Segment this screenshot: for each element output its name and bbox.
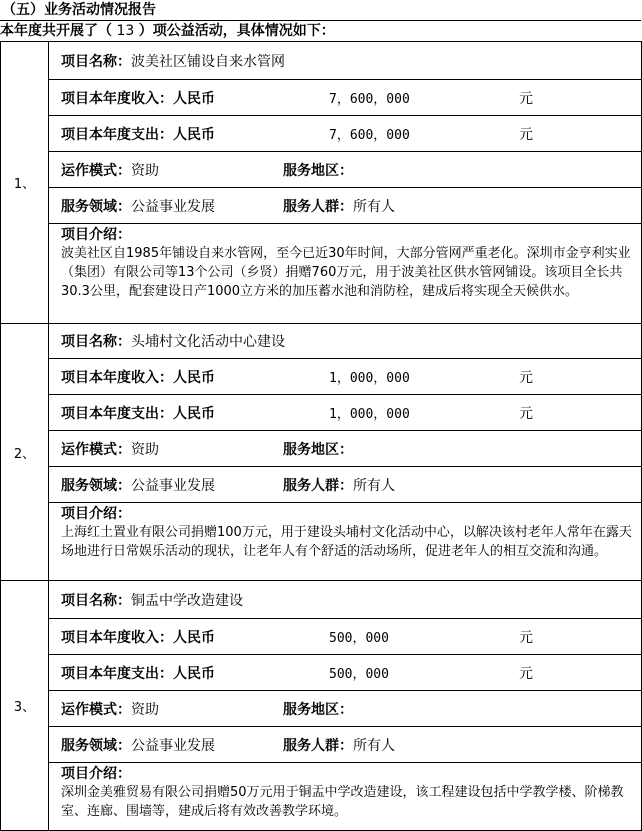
project-description: 波美社区自1985年铺设自来水管网，至今已近30年时间，大部分管网严重老化。深圳市金亨利实业（集团）有限公司等13个公司（乡贤）捐赠760万元，用于波美社区供水管网铺设。该项目全长共30.3公里，配套建设日产1000立方米的加压蓄水池和消防栓，建成后将实现全天候供水。 bbox=[61, 246, 631, 299]
desc-label: 项目介绍： bbox=[61, 766, 131, 782]
mode-value: 资助 bbox=[131, 162, 159, 179]
income-amount: 7，600，000 bbox=[329, 91, 410, 107]
income-unit: 元 bbox=[519, 629, 533, 646]
desc-label: 项目介绍： bbox=[61, 506, 131, 522]
name-label: 项目名称： bbox=[61, 592, 131, 609]
field-value: 公益事业发展 bbox=[131, 198, 215, 215]
people-value: 所有人 bbox=[353, 477, 395, 494]
project-description: 上海红土置业有限公司捐赠100万元，用于建设头埔村文化活动中心，以解决该村老年人常年在露天场地进行日常娱乐活动的现状，让老年人有个舒适的活动场所，促进老年人的相互交流和沟通。 bbox=[61, 525, 632, 559]
project-expense-row bbox=[1, 655, 642, 691]
expense-label: 项目本年度支出：人民币 bbox=[61, 665, 215, 682]
income-unit: 元 bbox=[519, 369, 533, 386]
expense-amount: 1，000，000 bbox=[329, 406, 410, 422]
expense-unit: 元 bbox=[519, 405, 533, 422]
project-index: 1、 bbox=[1, 42, 49, 324]
income-label: 项目本年度收入：人民币 bbox=[61, 629, 215, 646]
income-amount: 1，000，000 bbox=[329, 370, 410, 386]
project-mode-row bbox=[1, 152, 642, 188]
expense-unit: 元 bbox=[519, 126, 533, 143]
projects-table bbox=[0, 41, 642, 831]
mode-label: 运作模式： bbox=[61, 701, 131, 718]
people-value: 所有人 bbox=[353, 737, 395, 754]
project-income-row bbox=[1, 80, 642, 116]
expense-label: 项目本年度支出：人民币 bbox=[61, 126, 215, 143]
income-amount: 500，000 bbox=[329, 630, 389, 646]
area-label: 服务地区： bbox=[283, 701, 353, 718]
project-income-row bbox=[1, 619, 642, 655]
field-value: 公益事业发展 bbox=[131, 477, 215, 494]
mode-value: 资助 bbox=[131, 441, 159, 458]
project-field-row bbox=[1, 467, 642, 503]
area-label: 服务地区： bbox=[283, 441, 353, 458]
project-name: 波美社区铺设自来水管网 bbox=[131, 53, 285, 70]
income-label: 项目本年度收入：人民币 bbox=[61, 369, 215, 386]
project-expense-row bbox=[1, 116, 642, 152]
desc-label: 项目介绍： bbox=[61, 227, 131, 243]
intro-prefix: 本年度共开展了（ bbox=[0, 23, 112, 39]
expense-unit: 元 bbox=[519, 665, 533, 682]
section-title: （五）业务活动情况报告 bbox=[2, 2, 156, 18]
activity-count: 13 bbox=[112, 23, 139, 39]
project-income-row bbox=[1, 359, 642, 395]
people-label: 服务人群： bbox=[283, 198, 353, 215]
expense-amount: 500，000 bbox=[329, 666, 389, 682]
project-mode-row bbox=[1, 691, 642, 727]
project-field-row bbox=[1, 188, 642, 224]
project-desc-row bbox=[1, 224, 642, 324]
name-label: 项目名称： bbox=[61, 334, 131, 350]
project-name: 铜盂中学改造建设 bbox=[131, 592, 243, 609]
mode-value: 资助 bbox=[131, 701, 159, 718]
project-name-row bbox=[1, 581, 642, 619]
project-index: 2、 bbox=[1, 324, 49, 581]
mode-label: 运作模式： bbox=[61, 162, 131, 179]
project-name-row bbox=[1, 42, 642, 80]
field-label: 服务领域： bbox=[61, 477, 131, 494]
expense-label: 项目本年度支出：人民币 bbox=[61, 405, 215, 422]
people-label: 服务人群： bbox=[283, 477, 353, 494]
area-label: 服务地区： bbox=[283, 162, 353, 179]
project-description: 深圳金美雅贸易有限公司捐赠50万元用于铜盂中学改造建设，该工程建设包括中学教学楼、阶梯教室、连廊、围墙等，建成后将有效改善教学环境。 bbox=[61, 785, 624, 819]
field-label: 服务领域： bbox=[61, 198, 131, 215]
project-index: 3、 bbox=[1, 581, 49, 831]
people-value: 所有人 bbox=[353, 198, 395, 215]
project-desc-row bbox=[1, 503, 642, 581]
income-label: 项目本年度收入：人民币 bbox=[61, 90, 215, 107]
intro-line bbox=[0, 20, 641, 41]
project-name-row bbox=[1, 324, 642, 359]
income-unit: 元 bbox=[519, 90, 533, 107]
name-label: 项目名称： bbox=[61, 53, 131, 70]
project-desc-row bbox=[1, 763, 642, 831]
people-label: 服务人群： bbox=[283, 737, 353, 754]
intro-suffix: ）项公益活动，具体情况如下： bbox=[138, 23, 335, 39]
field-label: 服务领域： bbox=[61, 737, 131, 754]
project-name: 头埔村文化活动中心建设 bbox=[131, 334, 285, 350]
project-mode-row bbox=[1, 431, 642, 467]
project-field-row bbox=[1, 727, 642, 763]
mode-label: 运作模式： bbox=[61, 441, 131, 458]
expense-amount: 7，600，000 bbox=[329, 127, 410, 143]
project-expense-row bbox=[1, 395, 642, 431]
field-value: 公益事业发展 bbox=[131, 737, 215, 754]
